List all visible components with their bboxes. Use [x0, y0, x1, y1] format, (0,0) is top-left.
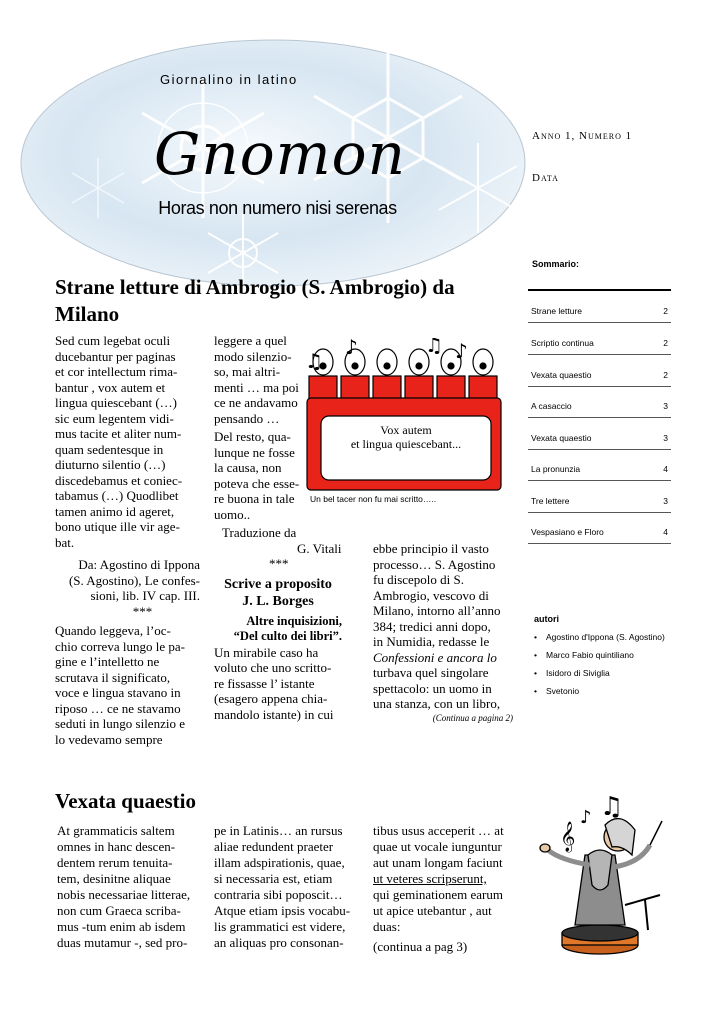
text-line: ce ne andavamo	[214, 395, 298, 410]
text-line: ebbe principio il vasto	[373, 541, 489, 556]
masthead-title: Gnomon	[154, 120, 406, 188]
text-line: dentem rerum tenuita-	[57, 855, 173, 870]
translation-credit: Traduzione da	[222, 525, 297, 540]
author-item: • Agostino d'Ippona (S. Agostino)	[534, 632, 665, 650]
authors-title: autori	[534, 614, 560, 624]
text-line: lo vedevamo sempre	[55, 731, 163, 747]
text-line: re buona in tale	[214, 491, 295, 506]
toc-label: Vexata quaestio	[531, 370, 592, 380]
toc-label: A casaccio	[531, 401, 572, 411]
toc-page: 4	[663, 464, 668, 474]
article-column-1	[55, 333, 200, 747]
text-line: qui geminationem earum	[373, 887, 503, 902]
toc-label: Vespasiano e Floro	[531, 527, 604, 537]
masthead-tagline: Giornalino in latino	[160, 72, 298, 87]
illustration-caption: Un bel tacer non fu mai scritto…..	[310, 494, 437, 504]
toc-label: Scriptio continua	[531, 338, 594, 348]
text-line: illam adspirationis, quae,	[214, 855, 345, 870]
text-line: tamen animo id ageret,	[55, 503, 175, 519]
text-line: ut veteres scripserunt,	[373, 871, 487, 886]
text-line: bono utique ille vir age-	[55, 519, 180, 534]
article-column-2	[214, 823, 364, 951]
sign-line: et lingua quiescebant...	[350, 437, 462, 451]
subheadline-source: Altre inquisizioni,	[246, 613, 342, 628]
text-line: gine e l’intelletto ne	[55, 654, 160, 669]
toc-row[interactable]	[528, 323, 671, 355]
author-item: • Svetonio	[534, 686, 665, 704]
text-line: Atque etiam ipsis vocabu-	[214, 903, 351, 918]
toc-page: 3	[663, 401, 668, 411]
text-line: riposo … ce ne stavamo	[55, 700, 181, 716]
text-line: spettacolo: un uomo in	[373, 680, 492, 696]
text-line: modo silenzio-	[214, 348, 292, 364]
music-note-icon: ♪	[345, 338, 358, 359]
toc-row[interactable]	[528, 386, 671, 418]
music-note-icon: ♪	[580, 807, 592, 828]
text-line: Sed cum legebat oculi	[55, 333, 171, 348]
separator: ***	[132, 603, 153, 619]
translator-name: G. Vitali	[297, 540, 342, 556]
text-line: Milano, intorno all’anno	[373, 603, 501, 618]
toc-row[interactable]	[528, 512, 671, 544]
masthead-motto: Horas non numero nisi serenas	[158, 198, 397, 218]
text-line: ut apice utebantur , aut	[373, 903, 492, 918]
choir-sign	[321, 423, 491, 451]
author-item: • Marco Fabio quintiliano	[534, 650, 665, 668]
text-line: contraria sibi poposcit…	[214, 887, 343, 902]
article-column-3	[373, 541, 513, 725]
text-line: in Numidia, redasse le	[373, 634, 490, 649]
toc-label: Vexata quaestio	[531, 433, 592, 443]
text-line: una stanza, con un libro,	[373, 696, 501, 711]
continued-link[interactable]: (Continua a pagina 2)	[432, 712, 513, 723]
text-line: duas mutamur -, sed pro-	[57, 935, 188, 950]
text-line: lis grammatici est videre,	[214, 919, 346, 934]
source-line: sioni, lib. IV cap. III.	[90, 588, 200, 603]
text-line: Del resto, qua-	[214, 429, 291, 444]
text-line: mus -tum enim ab isdem	[57, 919, 186, 934]
text-line: duas:	[373, 919, 401, 934]
text-line: bantur , vox autem et	[55, 379, 166, 395]
subheadline: Scrive a proposito	[224, 576, 332, 592]
toc-row[interactable]	[528, 449, 671, 481]
text-line: re fissasse l’ istante	[214, 675, 315, 691]
text-line: voluto che uno scritto-	[214, 660, 332, 675]
text-line: chio correva lungo le pa-	[55, 638, 185, 654]
text-line: non cum Graeca scriba-	[57, 903, 181, 918]
text-line: mus tacite et aliter num-	[55, 426, 182, 441]
text-line: an aliquas pro consonan-	[214, 935, 344, 950]
text-line: sic eum legentem vidi-	[55, 410, 174, 426]
article-headline: Vexata quaestio	[55, 789, 196, 813]
music-note-icon: ♫	[305, 349, 323, 373]
separator: ***	[269, 556, 289, 571]
text-line: quam sedentesque in	[55, 441, 164, 457]
toc-label: La pronunzia	[531, 464, 581, 474]
toc-label: Tre lettere	[531, 496, 570, 506]
text-line: so, mai altri-	[214, 364, 281, 379]
author-item: • Isidoro di Siviglia	[534, 668, 665, 686]
issue-number: Anno 1, Numero 1	[532, 130, 633, 142]
sign-line: Vox autem	[380, 423, 432, 437]
toc-page: 2	[663, 370, 668, 380]
text-line: tem, desinitne aliquae	[57, 871, 171, 886]
text-line: menti … ma poi	[214, 379, 299, 395]
authors-list	[534, 632, 665, 704]
text-line: Un mirabile caso ha	[214, 644, 319, 660]
toc-row[interactable]	[528, 481, 671, 513]
conductor-illustration	[530, 785, 680, 960]
text-line: Ambrogio, vescovo di	[373, 587, 489, 603]
text-line: tabamus (…) Quodlibet	[55, 488, 179, 503]
text-line: voce e lingua stavano in	[55, 685, 181, 700]
text-line: aut unam longam faciunt	[373, 855, 503, 870]
subheadline-source: “Del culto dei libri”.	[233, 629, 342, 643]
text-line: At grammaticis saltem	[57, 823, 175, 838]
text-line: Confessioni e ancora lo	[373, 649, 497, 665]
toc-page: 4	[663, 527, 668, 537]
text-line: et cor intellectum rima-	[55, 364, 178, 379]
subheadline: J. L. Borges	[242, 593, 314, 609]
article-column-3	[373, 823, 518, 955]
text-line: pensando …	[214, 410, 280, 426]
music-note-icon: ♪	[455, 339, 468, 363]
toc-page: 3	[663, 496, 668, 506]
summary-title: Sommario:	[532, 259, 580, 269]
toc-row[interactable]	[528, 355, 671, 387]
text-line: scrutava il significato,	[55, 669, 171, 685]
text-line: tibus usus acceperit … at	[373, 823, 504, 838]
text-line: aliae redundent praeter	[214, 839, 334, 854]
text-line: leggere a quel	[214, 333, 287, 348]
source-line: Da: Agostino di Ippona	[78, 557, 200, 572]
music-note-icon: ♫	[600, 792, 624, 822]
text-line: turbava quel singolare	[373, 665, 489, 680]
text-line: fu discepolo di S.	[373, 572, 464, 587]
text-line: 384; tredici anni dopo,	[373, 618, 491, 634]
toc-page: 2	[663, 306, 668, 316]
text-line: la causa, non	[214, 460, 282, 475]
toc-page: 3	[663, 433, 668, 443]
text-line: (esagero appena chia-	[214, 691, 328, 706]
text-line: mandolo istante) in cui	[214, 706, 334, 722]
toc-page: 2	[663, 338, 668, 348]
source-line: (S. Agostino), Le confes-	[68, 572, 200, 588]
music-note-icon: ♫	[425, 338, 443, 357]
text-line: ducebantur per paginas	[55, 348, 176, 364]
text-line: pe in Latinis… an rursus	[214, 823, 343, 838]
article-headline: Strane letture di Ambrogio (S. Ambrogio) da Milano	[55, 275, 455, 326]
text-line: lingua quiescebant (…)	[55, 395, 178, 410]
text-line: poteva che esse-	[214, 475, 300, 491]
text-line: bat.	[55, 534, 75, 550]
toc-label: Strane letture	[531, 306, 583, 316]
toc-row[interactable]	[528, 418, 671, 450]
text-line: processo… S. Agostino	[373, 556, 496, 572]
issue-date: Data	[532, 172, 559, 184]
text-line: quae ut vocale iunguntur	[373, 839, 502, 854]
text-line: seduti in lungo silenzio e	[55, 716, 185, 731]
text-line: omnes in hanc descen-	[57, 839, 176, 854]
text-line: nobis necessariae litterae,	[57, 887, 191, 902]
text-line: discedebamus et coniec-	[55, 472, 183, 488]
toc-row[interactable]	[528, 291, 671, 323]
continued-link[interactable]: (continua a pag 3)	[373, 939, 468, 954]
text-line: Quando leggeva, l’oc-	[55, 623, 171, 638]
text-line: diuturno silentio (…)	[55, 457, 166, 472]
text-line: uomo..	[214, 506, 251, 522]
treble-clef-icon: 𝄞	[560, 822, 576, 852]
text-line: lunque ne fosse	[214, 444, 295, 460]
article-column-1	[57, 823, 205, 951]
text-line: si necessaria est, etiam	[214, 871, 333, 886]
